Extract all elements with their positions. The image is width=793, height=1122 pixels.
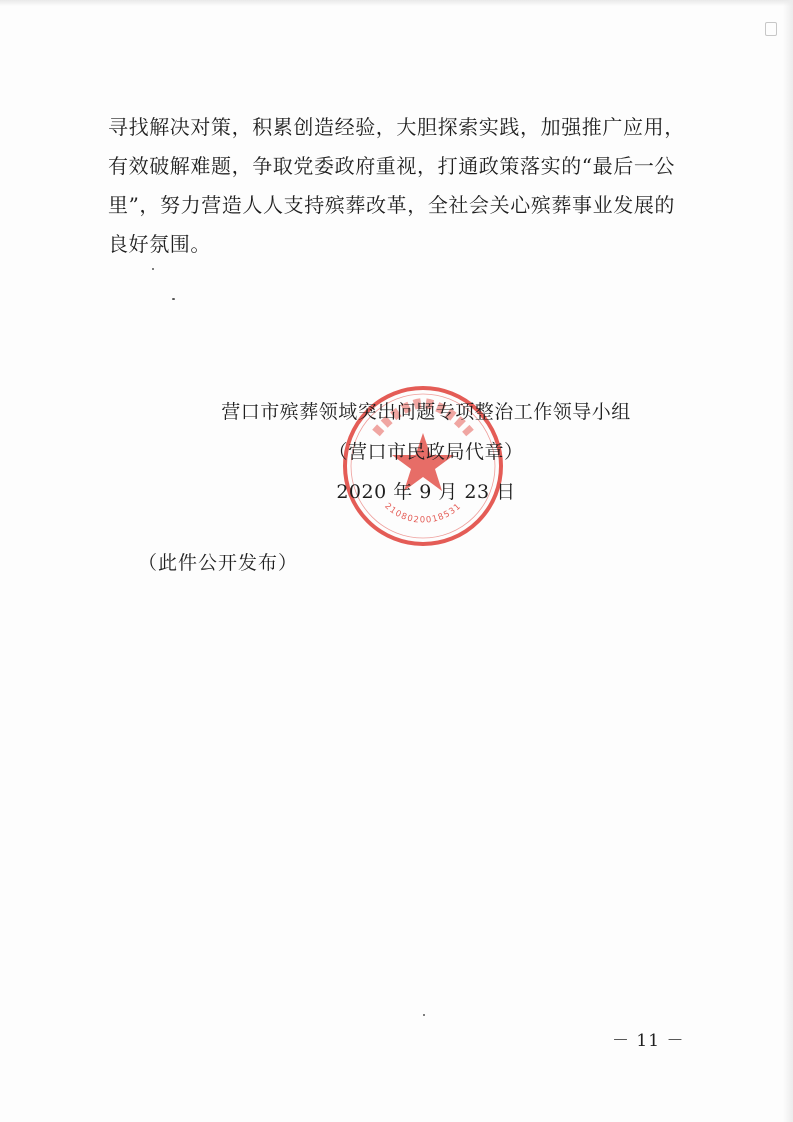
binding-mark [765,22,777,36]
seal-serial: 2108020018531 [382,501,464,526]
scan-shadow-top [0,0,793,6]
signature-block [196,392,656,512]
scan-speck [172,298,175,300]
body-paragraph [108,108,698,264]
issuer-name: 营口市殡葬领域突出问题专项整治工作领导小组 [221,401,631,423]
paragraph-line: 有效破解难题，争取党委政府重视，打通政策落实的“最后一公 [108,154,676,178]
scan-shadow-right [783,0,793,1122]
paragraph-line: 里”，努力营造人人支持殡葬改革，全社会关心殡葬事业发展的 [108,193,676,217]
paragraph-line: 寻找解决对策，积累创造经验，大胆探索实践，加强推广应用， [108,115,685,139]
seal-note: （营口市民政局代章） [328,441,524,463]
issue-date: 2020 年 9 月 23 日 [336,481,516,503]
scan-speck [152,268,154,270]
scan-speck [423,1014,425,1016]
page-number: － 11 － [612,1031,685,1051]
paragraph-line: 良好氛围。 [108,232,211,256]
publish-note: （此件公开发布） [138,552,299,574]
